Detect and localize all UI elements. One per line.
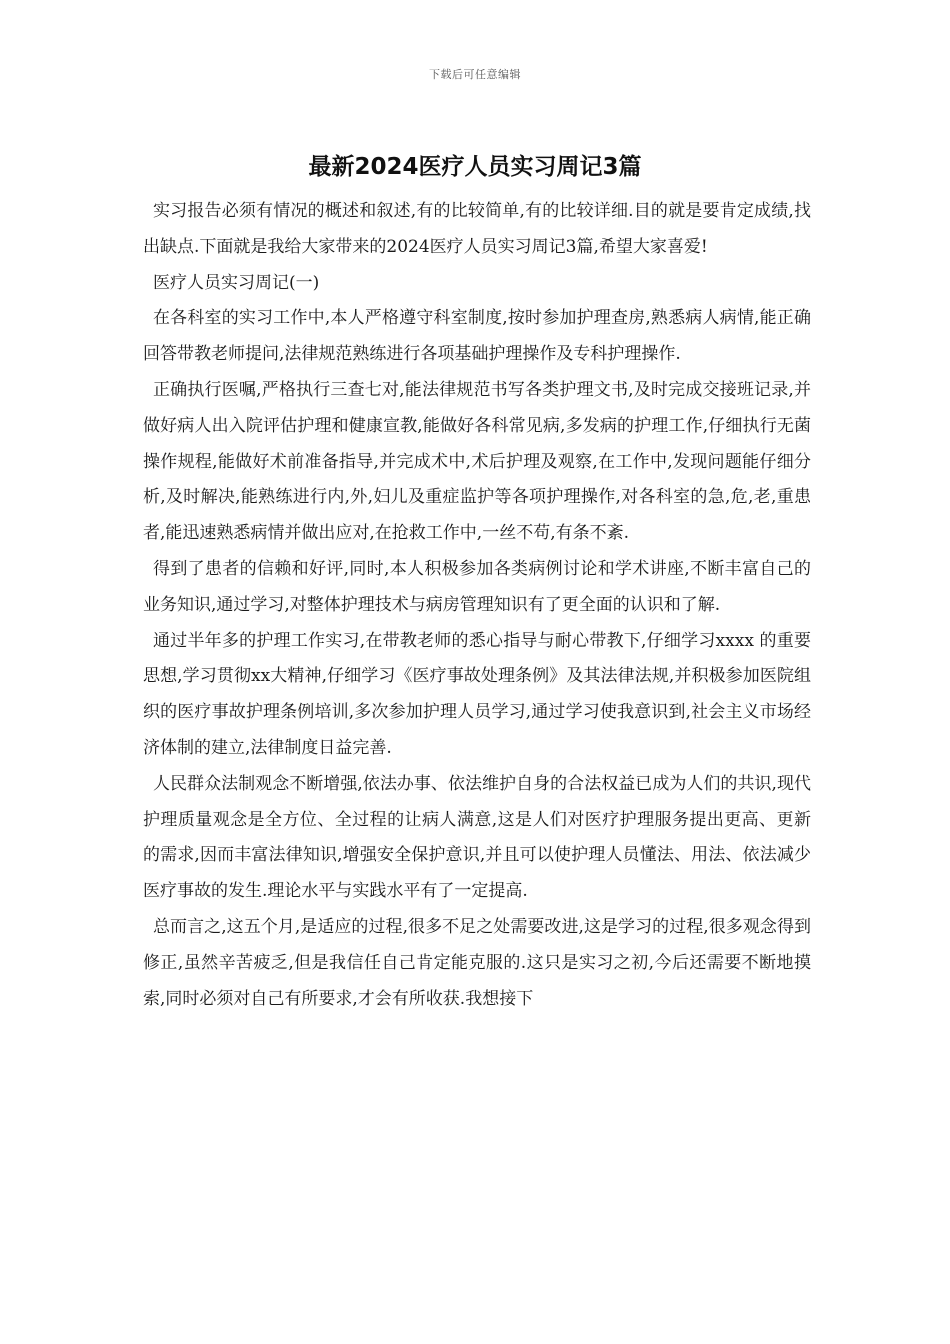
paragraph: 总而言之,这五个月,是适应的过程,很多不足之处需要改进,这是学习的过程,很多观念得到修正,虽然辛苦疲乏,但是我信任自己肯定能克服的.这只是实习之初,今后还需要不断地摸索,同时必须对自己有所要求,才会有所收获.我想接下 (143, 916, 811, 1009)
paragraph: 得到了患者的信赖和好评,同时,本人积极参加各类病例讨论和学术讲座,不断丰富自己的业务知识,通过学习,对整体护理技术与病房管理知识有了更全面的认识和了解. (143, 558, 811, 615)
document-body (143, 194, 811, 1017)
paragraph-intro: 实习报告必须有情况的概述和叙述,有的比较简单,有的比较详细.目的就是要肯定成绩,找出缺点.下面就是我给大家带来的2024医疗人员实习周记3篇,希望大家喜爱! (143, 201, 811, 257)
paragraph: 人民群众法制观念不断增强,依法办事、依法维护自身的合法权益已成为人们的共识,现代护理质量观念是全方位、全过程的让病人满意,这是人们对医疗护理服务提出更高、更新的需求,因而丰富法律知识,增强安全保护意识,并且可以使护理人员懂法、用法、依法减少医疗事故的发生.理论水平与实践水平有了一定提高. (143, 773, 811, 902)
paragraph: 正确执行医嘱,严格执行三查七对,能法律规范书写各类护理文书,及时完成交接班记录,并做好病人出入院评估护理和健康宣教,能做好各科常见病,多发病的护理工作,仔细执行无菌操作规程,能做好术前准备指导,并完成术中,术后护理及观察,在工作中,发现问题能仔细分析,及时解决,能熟练进行内,外,妇儿及重症监护等各项护理操作,对各科室的急,危,老,重患者,能迅速熟悉病情并做出应对,在抢救工作中,一丝不苟,有条不紊. (143, 379, 811, 544)
document-title: 最新2024医疗人员实习周记3篇 (308, 154, 642, 180)
paragraph: 通过半年多的护理工作实习,在带教老师的悉心指导与耐心带教下,仔细学习xxxx 的重要思想,学习贯彻xx大精神,仔细学习《医疗事故处理条例》及其法律法规,并积极参加医院组织的医疗事故护理条例培训,多次参加护理人员学习,通过学习使我意识到,社会主义市场经济体制的建立,法律制度日益完善. (143, 630, 811, 758)
section-heading: 医疗人员实习周记(一) (153, 272, 320, 293)
paragraph: 在各科室的实习工作中,本人严格遵守科室制度,按时参加护理查房,熟悉病人病情,能正确回答带教老师提问,法律规范熟练进行各项基础护理操作及专科护理操作. (143, 308, 811, 365)
header-note: 下载后可任意编辑 (429, 68, 521, 81)
